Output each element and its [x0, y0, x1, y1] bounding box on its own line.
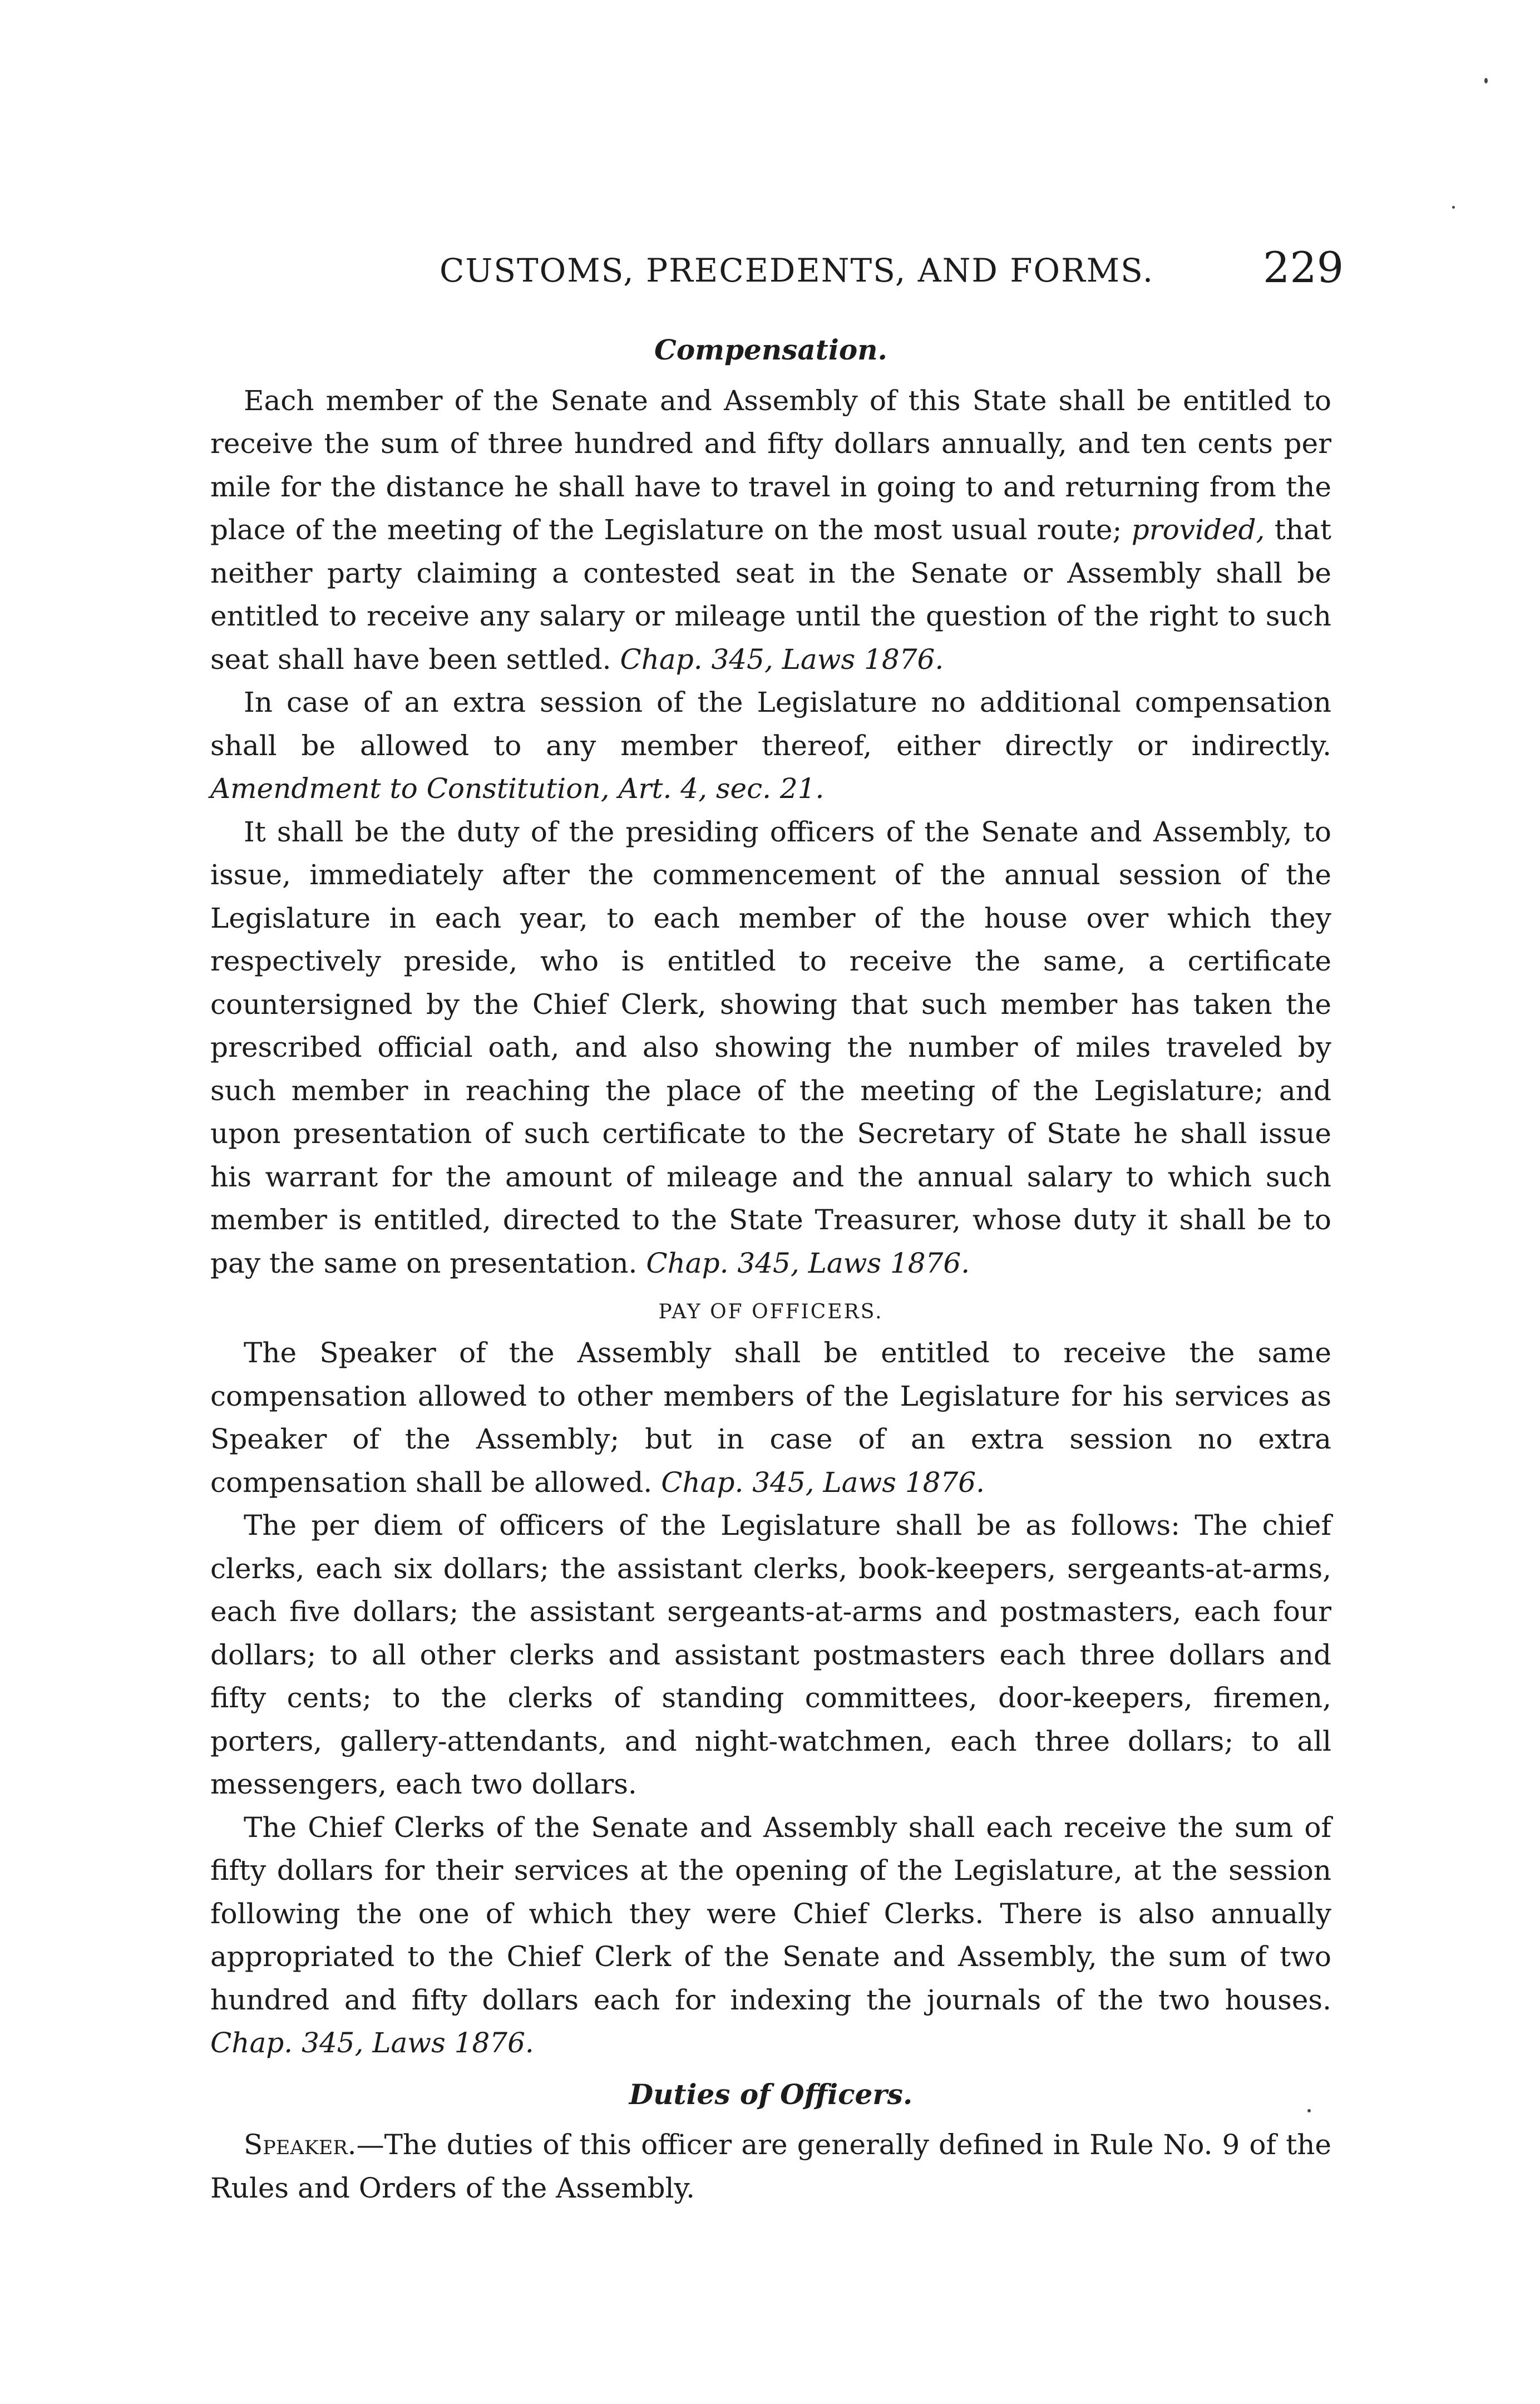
- paragraph-text: It shall be the duty of the presiding officers of the Senate and Assembly, to issue, immediately after the commencement of the annual session of the Legislature in each year, to each member of the house over which they respectively preside, who is entitled to receive the same, a certificate countersigned by the Chief Clerk, showing that such member has taken the prescribed official oath, and also showing the number of miles traveled by such member in reaching the place of the meeting of the Legislature; and upon presentation of such certificate to the Secretary of State he shall issue his warrant for the amount of mileage and the annual salary to which such member is entitled, directed to the State Treasurer, whose duty it shall be to pay the same on presentation.: [210, 815, 1331, 1279]
- paragraph-speaker-duties: [210, 2124, 1331, 2210]
- paragraph-text: Each member of the Senate and Assembly of this State shall be entitled to receive the sum of three hundred and fifty dollars annually, and ten cents per mile for the distance he shall have to travel in going to and returning from the place of the meeting of the Legislature on the most usual route;: [210, 384, 1331, 546]
- section-heading-compensation: Compensation.: [654, 333, 887, 366]
- paragraph-text: The per diem of officers of the Legislature shall be as follows: The chief clerks, each six dollars; the assistant clerks, book-keepers, sergeants-at-arms, each five dollars; the assistant sergeants-at-arms and postmasters, each four dollars; to all other clerks and assistant postmasters each three dollars and fifty cents; to the clerks of standing committees, door-keepers, firemen, porters, gallery-attendants, and night-watchmen, each three dollars; to all messengers, each two dollars.: [210, 1509, 1331, 1800]
- paragraph-text: —The duties of this officer are generally defined in Rule No. 9 of the Rules and Orders of the Assembly.: [210, 2129, 1331, 2204]
- paragraph-per-diem: [210, 1504, 1331, 1806]
- running-title: CUSTOMS, PRECEDENTS, AND FORMS.: [440, 252, 1154, 289]
- statute-citation: Chap. 345, Laws 1876.: [210, 2027, 534, 2059]
- paragraph-speaker-pay: [210, 1332, 1331, 1504]
- paragraph-extra-session: [210, 681, 1331, 811]
- paragraph-text: that neither party claiming a contested seat in the Senate or Assembly shall be entitled to receive any salary or mileage until the question of the right to such seat shall have been settled.: [210, 514, 1331, 676]
- section-heading-duties: Duties of Officers.: [629, 2077, 913, 2111]
- paragraph-member-compensation: [210, 380, 1331, 682]
- speaker-lead: Speaker.: [244, 2129, 357, 2161]
- paragraph-presiding-officers: [210, 811, 1331, 1285]
- page-number: 229: [1263, 243, 1344, 292]
- statute-citation: Chap. 345, Laws 1876.: [620, 643, 944, 676]
- page-body: [210, 328, 1331, 2210]
- paragraph-text: The Speaker of the Assembly shall be entitled to receive the same compensation allowed to other members of the Legislature for his services as Speaker of the Assembly; but in case of an extra session no extra compensation shall be allowed.: [210, 1337, 1331, 1499]
- paragraph-chief-clerks: [210, 1806, 1331, 2065]
- scan-speck: [1452, 206, 1455, 209]
- statute-citation: Chap. 345, Laws 1876.: [646, 1247, 970, 1279]
- constitution-citation: Amendment to Constitution, Art. 4, sec. 21.: [210, 772, 825, 805]
- provided-term: provided,: [1131, 514, 1265, 546]
- statute-citation: Chap. 345, Laws 1876.: [661, 1466, 985, 1499]
- section-heading-pay-of-officers: PAY OF OFFICERS.: [658, 1300, 883, 1323]
- scan-speck: [1307, 2109, 1311, 2112]
- paragraph-text: The Chief Clerks of the Senate and Assembly shall each receive the sum of fifty dollars for their services at the opening of the Legislature, at the session following the one of which they were Chief Clerks. There is also annually appropriated to the Chief Clerk of the Senate and Assembly, the sum of two hundred and fifty dollars each for indexing the journals of the two houses.: [210, 1811, 1331, 2016]
- scan-speck: [1484, 78, 1488, 83]
- paragraph-text: In case of an extra session of the Legislature no additional compensation shall be allowed to any member thereof, either directly or indirectly.: [210, 686, 1331, 762]
